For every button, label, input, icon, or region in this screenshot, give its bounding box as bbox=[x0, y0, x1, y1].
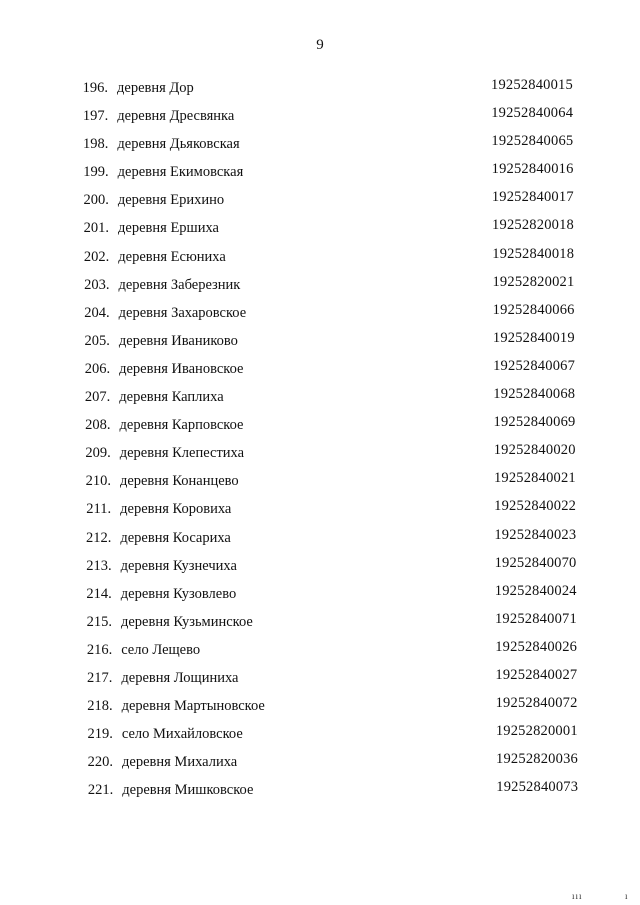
settlement-name: деревня Захаровское bbox=[118, 304, 247, 321]
settlement-name: деревня Дор bbox=[117, 80, 194, 96]
oktmo-code: 19252840070 bbox=[494, 554, 577, 571]
list-item bbox=[0, 161, 640, 192]
oktmo-code: 19252820021 bbox=[492, 273, 575, 290]
settlement-name: село Михайловское bbox=[121, 726, 243, 743]
oktmo-code: 19252840015 bbox=[491, 77, 573, 93]
item-number: 221. bbox=[87, 782, 114, 799]
oktmo-code: 19252840073 bbox=[496, 779, 579, 796]
list-item bbox=[0, 442, 640, 473]
list-item bbox=[0, 582, 640, 614]
item-number: 213. bbox=[86, 557, 112, 574]
list-item bbox=[0, 554, 640, 586]
list-item bbox=[0, 470, 640, 501]
page-number: 9 bbox=[316, 37, 324, 53]
oktmo-code: 19252840022 bbox=[494, 498, 577, 515]
oktmo-code: 19252840068 bbox=[493, 386, 576, 403]
item-number: 218. bbox=[87, 698, 113, 715]
list-item bbox=[0, 357, 640, 389]
settlement-name: деревня Кузнечиха bbox=[120, 557, 237, 574]
settlement-name: деревня Конанцево bbox=[119, 473, 239, 490]
settlement-name: деревня Коровиха bbox=[120, 501, 232, 518]
settlement-list bbox=[0, 77, 640, 810]
item-number: 198. bbox=[83, 136, 109, 153]
list-item bbox=[0, 133, 640, 164]
settlement-name: деревня Косариха bbox=[120, 529, 231, 546]
list-item bbox=[0, 779, 640, 810]
settlement-name: деревня Карповское bbox=[119, 417, 244, 434]
item-number: 206. bbox=[84, 360, 111, 377]
item-number: 220. bbox=[87, 754, 114, 771]
list-item bbox=[0, 245, 640, 277]
footer-scan-mark: ııı bbox=[572, 891, 583, 901]
item-number: 204. bbox=[84, 304, 110, 321]
settlement-name: деревня Мишковское bbox=[122, 782, 254, 799]
oktmo-code: 19252840072 bbox=[495, 695, 578, 712]
settlement-name: деревня Клепестиха bbox=[119, 445, 245, 462]
item-number: 208. bbox=[85, 417, 111, 434]
oktmo-code: 19252840071 bbox=[494, 610, 577, 627]
item-number: 201. bbox=[83, 220, 110, 237]
item-number: 199. bbox=[83, 164, 109, 181]
item-number: 210. bbox=[85, 473, 111, 490]
item-number: 196. bbox=[82, 80, 108, 96]
oktmo-code: 19252840023 bbox=[494, 526, 577, 543]
settlement-name: село Лещево bbox=[121, 641, 201, 658]
list-item bbox=[0, 329, 640, 361]
list-item bbox=[0, 610, 640, 642]
oktmo-code: 19252840017 bbox=[491, 189, 574, 206]
item-number: 214. bbox=[86, 585, 112, 602]
list-item bbox=[0, 414, 640, 445]
list-item bbox=[0, 498, 640, 529]
item-number: 207. bbox=[84, 389, 111, 406]
list-item bbox=[0, 638, 640, 670]
oktmo-code: 19252840064 bbox=[491, 105, 574, 122]
item-number: 217. bbox=[87, 669, 113, 686]
settlement-name: деревня Михалиха bbox=[122, 754, 238, 771]
oktmo-code: 19252840018 bbox=[492, 245, 575, 262]
list-item bbox=[0, 723, 640, 754]
list-item bbox=[0, 105, 640, 136]
item-number: 219. bbox=[87, 726, 113, 743]
oktmo-code: 19252820018 bbox=[492, 217, 574, 234]
list-item bbox=[0, 273, 640, 305]
oktmo-code: 19252840066 bbox=[492, 301, 575, 318]
oktmo-code: 19252840020 bbox=[493, 442, 576, 459]
oktmo-code: 19252840019 bbox=[492, 329, 575, 346]
oktmo-code: 19252840016 bbox=[491, 161, 574, 178]
item-number: 202. bbox=[83, 248, 110, 265]
list-item bbox=[0, 301, 640, 333]
oktmo-code: 19252840065 bbox=[491, 133, 574, 150]
settlement-name: деревня Дресвянка bbox=[117, 108, 235, 125]
footer-scan-mark: ı bbox=[625, 891, 629, 901]
oktmo-code: 19252840067 bbox=[493, 357, 576, 374]
list-item bbox=[0, 751, 640, 782]
item-number: 209. bbox=[85, 445, 111, 462]
settlement-name: деревня Заберезник bbox=[118, 276, 241, 293]
oktmo-code: 19252840069 bbox=[493, 414, 576, 431]
settlement-name: деревня Екимовская bbox=[117, 164, 244, 181]
list-item bbox=[0, 695, 640, 726]
item-number: 211. bbox=[86, 501, 112, 518]
oktmo-code: 19252840024 bbox=[494, 582, 577, 599]
settlement-name: деревня Мартыновское bbox=[121, 698, 265, 715]
item-number: 203. bbox=[84, 276, 110, 293]
item-number: 216. bbox=[86, 641, 113, 658]
list-item bbox=[0, 77, 640, 108]
settlement-name: деревня Кузовлево bbox=[120, 585, 237, 602]
settlement-name: деревня Ершиха bbox=[118, 220, 219, 237]
settlement-name: деревня Лощиниха bbox=[121, 669, 239, 686]
item-number: 215. bbox=[86, 613, 112, 630]
item-number: 212. bbox=[85, 529, 112, 546]
list-item bbox=[0, 526, 640, 558]
oktmo-code: 19252840027 bbox=[495, 666, 578, 683]
settlement-name: деревня Ивановское bbox=[119, 360, 244, 377]
oktmo-code: 19252840021 bbox=[493, 470, 576, 487]
oktmo-code: 19252820001 bbox=[495, 723, 578, 740]
item-number: 197. bbox=[82, 108, 109, 125]
item-number: 200. bbox=[83, 192, 109, 209]
settlement-name: деревня Есюниха bbox=[118, 248, 226, 265]
list-item bbox=[0, 386, 640, 417]
settlement-name: деревня Кузьминское bbox=[120, 613, 253, 630]
settlement-name: деревня Ерихино bbox=[117, 192, 225, 209]
oktmo-code: 19252820036 bbox=[496, 751, 578, 768]
settlement-name: деревня Каплиха bbox=[119, 389, 224, 406]
list-item bbox=[0, 217, 640, 248]
settlement-name: деревня Дьяковская bbox=[117, 136, 240, 153]
list-item bbox=[0, 189, 640, 220]
item-number: 205. bbox=[84, 332, 110, 349]
oktmo-code: 19252840026 bbox=[495, 638, 578, 655]
settlement-name: деревня Иваниково bbox=[118, 332, 238, 349]
list-item bbox=[0, 666, 640, 698]
